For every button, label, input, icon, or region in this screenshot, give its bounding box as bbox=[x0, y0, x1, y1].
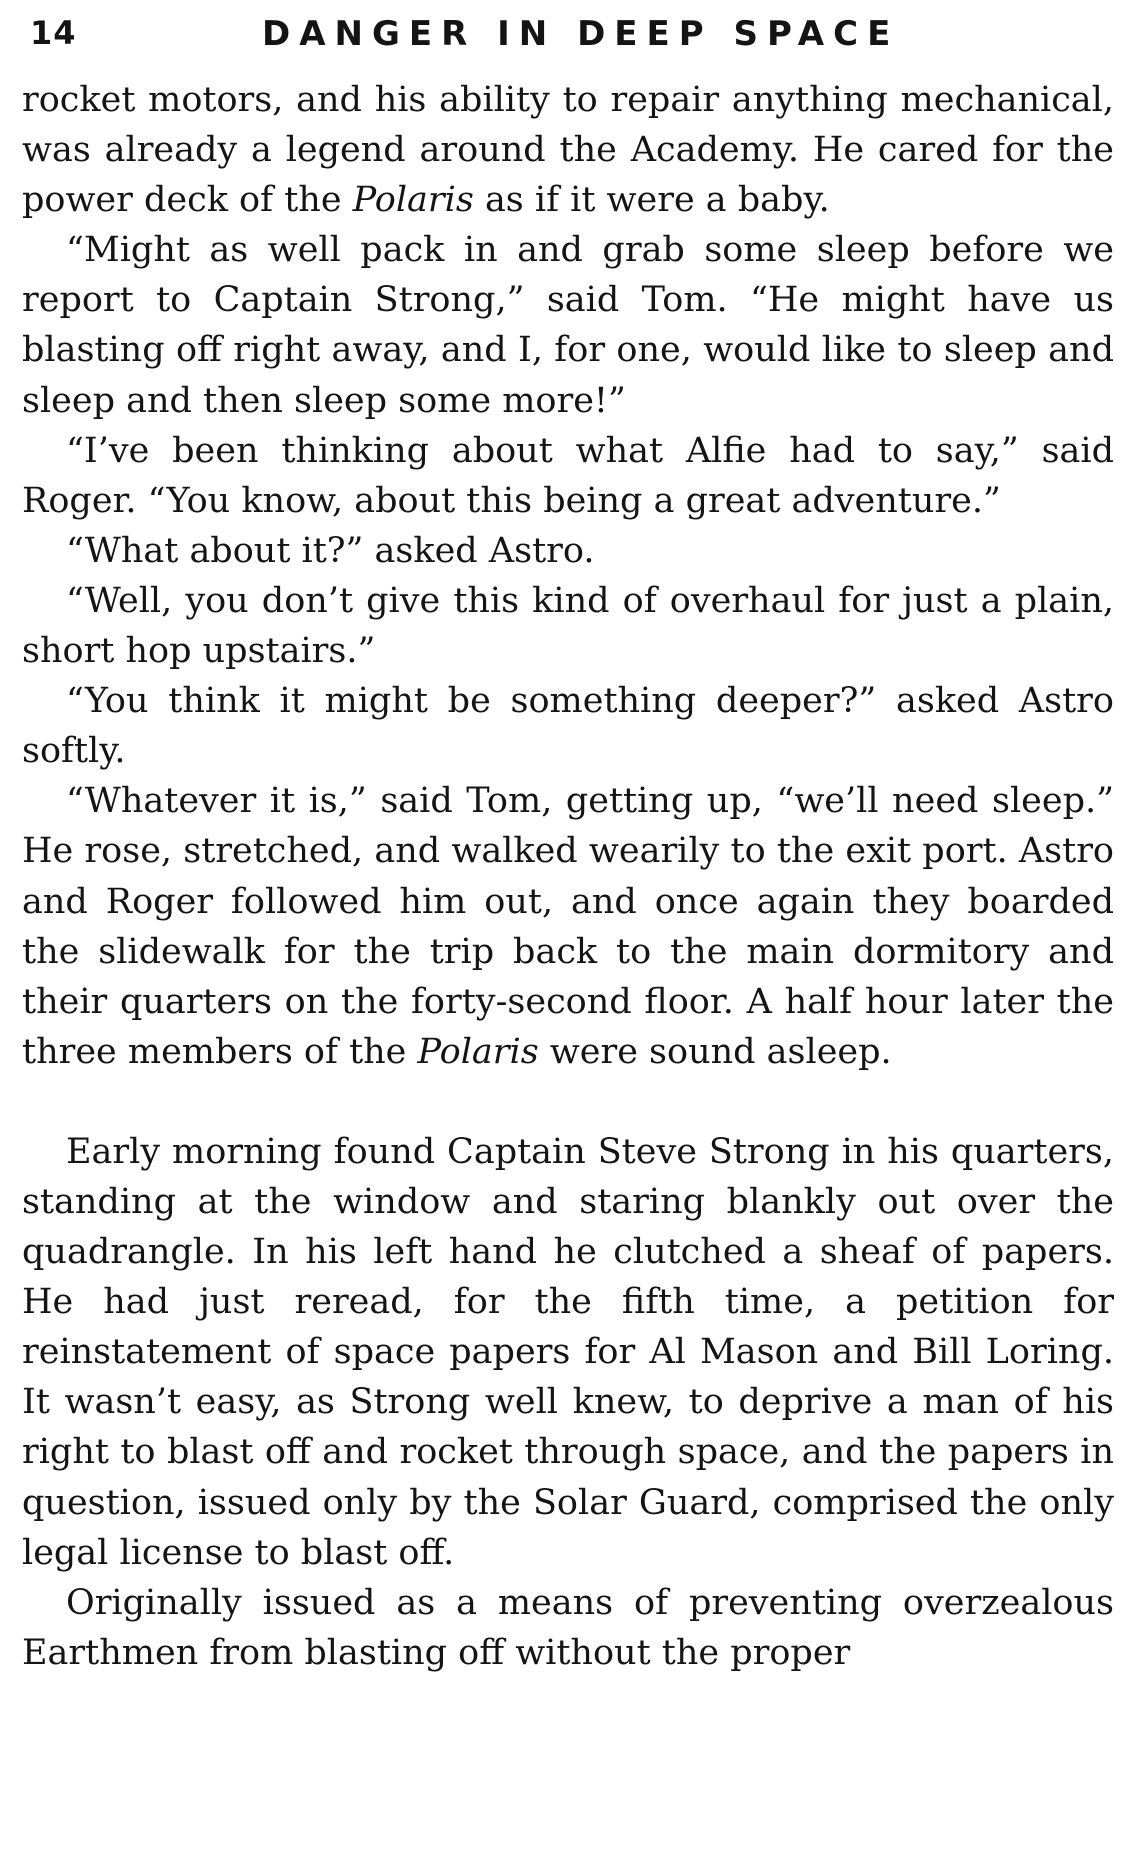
paragraph: “Well, you don’t give this kind of overhaul for just a plain, short hop upstairs.” bbox=[22, 580, 1114, 672]
page-number: 14 bbox=[30, 14, 77, 52]
paragraph: “I’ve been thinking about what Alfie had to say,” said Roger. “You know, about this being a great adventure.” bbox=[22, 430, 1114, 521]
book-title: DANGER IN DEEP SPACE bbox=[262, 14, 900, 54]
paragraph: “What about it?” asked Astro. bbox=[66, 530, 595, 571]
running-head bbox=[22, 14, 1114, 64]
body-text bbox=[22, 75, 1114, 1678]
paragraph-section-start: Early morning found Captain Steve Strong in his quarters, standing at the window and staring blankly out over the quadrangle. In his left hand he clutched a sheaf of papers. He had just reread, for the fifth time, a petition for reinstatement of space papers for Al Mason and Bill Loring. It wasn’t easy, as Strong well knew, to deprive a man of his right to blast off and rocket through space, and the papers in question, issued only by the Solar Guard, comprised the only legal license to blast off. bbox=[22, 1131, 1114, 1573]
book-page bbox=[22, 0, 1114, 1853]
paragraph: Originally issued as a means of preventing overzealous Earthmen from blasting off without the proper bbox=[22, 1582, 1114, 1673]
paragraph-continued: rocket motors, and his ability to repair anything mechanical, was already a legend around the Academy. He cared for the power deck of the Polaris as if it were a baby. bbox=[22, 80, 1114, 221]
paragraph: “You think it might be something deeper?” asked Astro softly. bbox=[22, 681, 1114, 772]
ship-name-italic: Polaris bbox=[417, 1031, 539, 1072]
paragraph: “Whatever it is,” said Tom, getting up, “we’ll need sleep.” He rose, stretched, and walked wearily to the exit port. Astro and Roger followed him out, and once again they boarded the slidewalk for the trip back to the main dormitory and their quarters on the forty-second floor. A half hour later the three members of the Polaris were sound asleep. bbox=[22, 781, 1114, 1072]
ship-name-italic: Polaris bbox=[352, 180, 474, 221]
paragraph: “Might as well pack in and grab some sleep before we report to Captain Strong,” said Tom. “He might have us blasting off right away, and I, for one, would like to sleep and sleep and then sleep some more!” bbox=[22, 230, 1114, 421]
